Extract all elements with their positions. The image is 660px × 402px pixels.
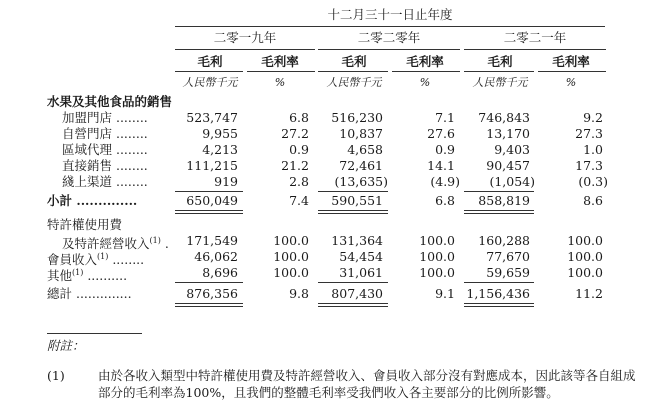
year-2021-header: 二零二一年 [503, 30, 567, 45]
cell: 17.3 [575, 158, 603, 173]
note-number: (1) [47, 368, 65, 383]
cell: 919 [214, 174, 238, 189]
cell: 4,213 [202, 142, 238, 157]
cell: 10,837 [339, 126, 383, 141]
col-margin-2019: 毛利率 [261, 54, 299, 69]
cell: 9.2 [583, 110, 603, 125]
row-label: 綫上渠道 ........ [62, 174, 148, 189]
cell: 0.9 [289, 142, 309, 157]
unit-pct-2021: % [565, 76, 577, 89]
subtotal-rule [175, 191, 243, 192]
row-label: 直接銷售 ........ [62, 158, 148, 173]
col-divider [175, 71, 243, 72]
cell: 0.9 [435, 142, 455, 157]
cell: 516,230 [331, 110, 383, 125]
cell: 13,170 [486, 126, 530, 141]
row-label: 加盟門店 ........ [62, 110, 148, 125]
total-rule [318, 282, 388, 283]
cell: 7.1 [435, 110, 455, 125]
cell: 77,670 [486, 249, 530, 264]
row-label-with-note: 其他$^{(1)}$ .......... [47, 268, 128, 284]
cell: 746,843 [478, 110, 530, 125]
cell: 100.0 [419, 265, 455, 280]
col-gross-2020: 毛利 [341, 54, 367, 69]
note-text-line-2: 部分的毛利率為100%，且我們的整體毛利率受我們收入各主要部分的比例所影響。 [98, 385, 559, 400]
period-header: 十二月三十一日止年度 [327, 7, 453, 22]
cell: 111,215 [186, 158, 238, 173]
cell: 21.2 [281, 158, 309, 173]
section-title: 水果及其他食品的銷售 [47, 94, 173, 109]
cell: 100.0 [567, 233, 603, 248]
total-rule [464, 282, 534, 283]
col-divider [538, 71, 606, 72]
cell: 650,049 [186, 193, 238, 208]
col-divider [247, 71, 315, 72]
cell: 9.1 [435, 286, 455, 301]
subtotal-label: 小計 .............. [47, 193, 138, 208]
cell: (13,635) [334, 174, 388, 189]
cell: 90,457 [486, 158, 530, 173]
total-rule [175, 282, 243, 283]
cell: 876,356 [186, 286, 238, 301]
header-divider [175, 26, 605, 27]
cell: 9.8 [289, 286, 309, 301]
year-2020-header: 二零二零年 [357, 30, 421, 45]
cell: 46,062 [194, 249, 238, 264]
col-gross-2019: 毛利 [197, 54, 223, 69]
cell: 72,461 [339, 158, 383, 173]
cell: 2.8 [289, 174, 309, 189]
total-double-rule [175, 303, 243, 307]
cell: 54,454 [339, 249, 383, 264]
cell: 100.0 [273, 249, 309, 264]
col-margin-2021: 毛利率 [552, 54, 590, 69]
unit-pct-2020: % [419, 76, 431, 89]
unit-rmb-2020: 人民幣千元 [326, 76, 382, 89]
cell: 858,819 [478, 193, 530, 208]
cell: 100.0 [419, 249, 455, 264]
unit-rmb-2021: 人民幣千元 [472, 76, 528, 89]
col-divider [464, 71, 534, 72]
col-divider [392, 71, 460, 72]
note-text-line-1: 由於各收入類型中特許權使用費及特許經營收入、會員收入部分沒有對應成本，因此該等各自組成 [98, 368, 636, 383]
cell: 7.4 [289, 193, 309, 208]
cell: 100.0 [273, 233, 309, 248]
cell: 31,061 [339, 265, 383, 280]
row-label: 區域代理 ........ [62, 142, 148, 157]
subtotal-double-rule [318, 210, 388, 214]
cell: 9,955 [202, 126, 238, 141]
cell: 27.6 [427, 126, 455, 141]
cell: 27.3 [575, 126, 603, 141]
subtotal-double-rule [175, 210, 243, 214]
cell: 11.2 [575, 286, 603, 301]
total-double-rule [464, 303, 534, 307]
cell: 14.1 [427, 158, 455, 173]
row-label-with-note: 會員收入$^{(1)}$ ........ [47, 252, 145, 268]
cell: 100.0 [419, 233, 455, 248]
cell: 171,549 [186, 233, 238, 248]
row-label: 特許權使用費 [47, 217, 123, 232]
cell: (1,054) [489, 174, 535, 189]
note-separator [47, 333, 142, 334]
cell: 6.8 [289, 110, 309, 125]
cell: 27.2 [281, 126, 309, 141]
cell: 1.0 [583, 142, 603, 157]
cell: (4.9) [430, 174, 460, 189]
cell: (0.3) [578, 174, 608, 189]
unit-rmb-2019: 人民幣千元 [182, 76, 238, 89]
note-title: 附註： [47, 338, 85, 353]
cell: 100.0 [273, 265, 309, 280]
cell: 8,696 [202, 265, 238, 280]
cell: 590,551 [331, 193, 383, 208]
cell: 1,156,436 [466, 286, 530, 301]
year-2019-divider [175, 49, 315, 50]
subtotal-double-rule [464, 210, 534, 214]
cell: 131,364 [331, 233, 383, 248]
total-label: 總計 .............. [47, 286, 132, 301]
cell: 100.0 [567, 249, 603, 264]
col-margin-2020: 毛利率 [406, 54, 444, 69]
cell: 6.8 [435, 193, 455, 208]
cell: 807,430 [331, 286, 383, 301]
year-2021-divider [464, 49, 606, 50]
row-label: 自營門店 ........ [62, 126, 148, 141]
col-divider [318, 71, 388, 72]
cell: 4,658 [347, 142, 383, 157]
subtotal-rule [464, 191, 534, 192]
year-2019-header: 二零一九年 [213, 30, 277, 45]
total-double-rule [318, 303, 388, 307]
year-2020-divider [318, 49, 460, 50]
cell: 8.6 [583, 193, 603, 208]
cell: 59,659 [486, 265, 530, 280]
cell: 100.0 [567, 265, 603, 280]
unit-pct-2019: % [274, 76, 286, 89]
row-label-with-note: 及特許經營收入$^{(1)}$ . [62, 236, 169, 252]
cell: 9,403 [494, 142, 530, 157]
col-gross-2021: 毛利 [487, 54, 513, 69]
cell: 160,288 [478, 233, 530, 248]
cell: 523,747 [186, 110, 238, 125]
subtotal-rule [318, 191, 388, 192]
